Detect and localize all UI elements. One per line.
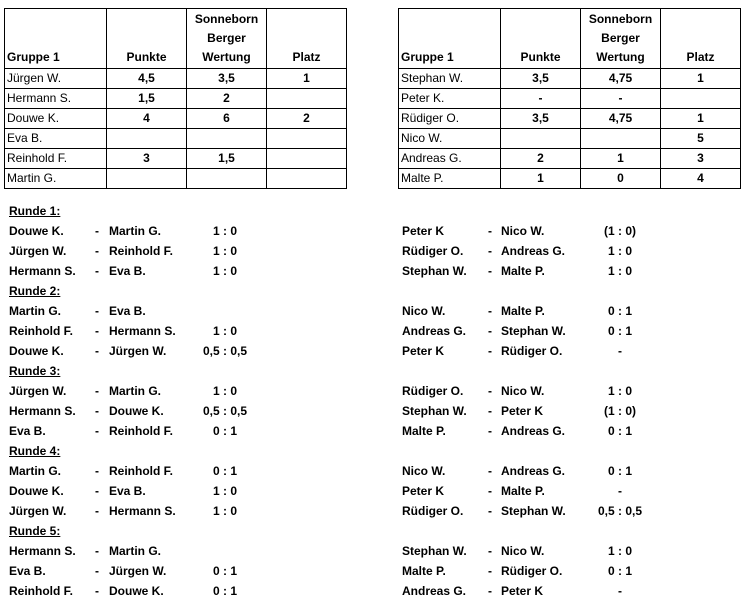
game-result: 0 : 1 <box>607 324 632 338</box>
player-name-cell: Stephan W. <box>399 69 501 89</box>
black-player: Hermann S. <box>109 504 176 518</box>
sb-score-cell: 3,5 <box>187 69 267 89</box>
vs-separator: - <box>488 224 492 238</box>
vs-separator: - <box>488 304 492 318</box>
round-title-row <box>9 441 60 461</box>
points-cell <box>107 129 187 149</box>
black-player: Andreas G. <box>501 464 566 478</box>
sonneborn-berger-header <box>187 9 267 69</box>
sb-header-line: Berger <box>207 31 246 45</box>
black-player: Malte P. <box>501 304 545 318</box>
sb-score-cell: 0 <box>581 169 661 189</box>
round-title-row <box>9 201 60 221</box>
vs-separator: - <box>488 504 492 518</box>
game-result: 1 : 0 <box>212 244 237 258</box>
game-result: 0 : 1 <box>212 424 237 438</box>
game-result: 0,5 : 0,5 <box>202 344 248 358</box>
game-row <box>9 301 146 321</box>
sb-score-cell: - <box>581 89 661 109</box>
game-result: (1 : 0) <box>603 224 636 238</box>
white-player: Reinhold F. <box>9 584 73 598</box>
points-cell: 2 <box>501 149 581 169</box>
vs-separator: - <box>488 404 492 418</box>
table-row <box>399 149 741 169</box>
sonneborn-berger-header <box>581 9 661 69</box>
vs-separator: - <box>95 264 99 278</box>
player-name-cell: Martin G. <box>5 169 107 189</box>
place-cell: 3 <box>661 149 741 169</box>
round-title-row <box>9 281 60 301</box>
sb-header-line: Berger <box>601 31 640 45</box>
vs-separator: - <box>95 244 99 258</box>
table-row <box>399 169 741 189</box>
player-name-cell: Reinhold F. <box>5 149 107 169</box>
vs-separator: - <box>488 384 492 398</box>
black-player: Peter K <box>501 584 544 598</box>
white-player: Stephan W. <box>402 404 467 418</box>
black-player: Rüdiger O. <box>501 344 563 358</box>
sb-score-cell: 4,75 <box>581 69 661 89</box>
sb-score-cell: 1,5 <box>187 149 267 169</box>
white-player: Reinhold F. <box>9 324 73 338</box>
sb-score-cell: 6 <box>187 109 267 129</box>
vs-separator: - <box>95 384 99 398</box>
black-player: Malte P. <box>501 264 545 278</box>
white-player: Rüdiger O. <box>402 384 464 398</box>
vs-separator: - <box>95 344 99 358</box>
white-player: Andreas G. <box>402 584 467 598</box>
sb-header-line: Sonneborn <box>194 12 259 26</box>
game-result: - <box>618 344 622 358</box>
black-player: Stephan W. <box>501 504 566 518</box>
points-header: Punkte <box>501 9 581 69</box>
sb-score-cell: 1 <box>581 149 661 169</box>
place-cell: 1 <box>661 69 741 89</box>
white-player: Malte P. <box>402 564 446 578</box>
place-header: Platz <box>661 9 741 69</box>
black-player: Martin G. <box>109 544 162 558</box>
black-player: Andreas G. <box>501 244 566 258</box>
place-cell: 4 <box>661 169 741 189</box>
table-row <box>5 109 347 129</box>
sb-header-line: Sonneborn <box>588 12 653 26</box>
game-row <box>9 501 237 521</box>
round-title: Runde 3: <box>9 364 61 378</box>
points-cell: 3,5 <box>501 69 581 89</box>
sb-score-cell <box>581 129 661 149</box>
white-player: Eva B. <box>9 424 46 438</box>
game-result: 0 : 1 <box>607 304 632 318</box>
player-name-cell: Andreas G. <box>399 149 501 169</box>
black-player: Reinhold F. <box>109 464 173 478</box>
white-player: Peter K <box>402 484 445 498</box>
white-player: Hermann S. <box>9 404 76 418</box>
table-row <box>5 169 347 189</box>
game-result: 1 : 0 <box>607 544 632 558</box>
game-result: 1 : 0 <box>212 384 237 398</box>
vs-separator: - <box>95 584 99 598</box>
place-cell <box>267 149 347 169</box>
game-result: - <box>618 584 622 598</box>
white-player: Stephan W. <box>402 544 467 558</box>
table-row <box>5 149 347 169</box>
table-row <box>399 109 741 129</box>
vs-separator: - <box>95 484 99 498</box>
sb-header-line: Wertung <box>596 50 645 64</box>
sb-score-cell: 2 <box>187 89 267 109</box>
player-name-cell: Eva B. <box>5 129 107 149</box>
player-name-cell: Peter K. <box>399 89 501 109</box>
table-row <box>5 89 347 109</box>
black-player: Hermann S. <box>109 324 176 338</box>
round-title-row <box>9 521 60 541</box>
game-result: - <box>618 484 622 498</box>
sb-score-cell <box>187 129 267 149</box>
white-player: Jürgen W. <box>9 504 67 518</box>
game-result: 0,5 : 0,5 <box>597 504 643 518</box>
vs-separator: - <box>488 464 492 478</box>
vs-separator: - <box>488 564 492 578</box>
results-list-left <box>9 201 248 601</box>
black-player: Reinhold F. <box>109 244 173 258</box>
white-player: Eva B. <box>9 564 46 578</box>
game-result: 1 : 0 <box>607 264 632 278</box>
standings-table-left <box>4 8 347 189</box>
white-player: Rüdiger O. <box>402 504 464 518</box>
player-name-cell: Douwe K. <box>5 109 107 129</box>
place-cell: 1 <box>267 69 347 89</box>
black-player: Nico W. <box>501 224 545 238</box>
black-player: Rüdiger O. <box>501 564 563 578</box>
white-player: Jürgen W. <box>9 244 67 258</box>
game-row <box>9 261 237 281</box>
place-header: Platz <box>267 9 347 69</box>
sb-header-line: Wertung <box>202 50 251 64</box>
vs-separator: - <box>95 564 99 578</box>
white-player: Rüdiger O. <box>402 244 464 258</box>
round-title-row <box>9 361 60 381</box>
vs-separator: - <box>488 484 492 498</box>
vs-separator: - <box>488 424 492 438</box>
vs-separator: - <box>95 424 99 438</box>
game-row <box>9 241 237 261</box>
table-row <box>399 129 741 149</box>
game-result: 0 : 1 <box>212 564 237 578</box>
black-player: Andreas G. <box>501 424 566 438</box>
player-name-cell: Malte P. <box>399 169 501 189</box>
table-row <box>399 89 741 109</box>
points-cell: - <box>501 89 581 109</box>
place-cell: 5 <box>661 129 741 149</box>
points-cell <box>501 129 581 149</box>
vs-separator: - <box>95 224 99 238</box>
game-row <box>9 381 237 401</box>
black-player: Douwe K. <box>109 404 164 418</box>
game-result: 1 : 0 <box>607 244 632 258</box>
black-player: Nico W. <box>501 384 545 398</box>
black-player: Eva B. <box>109 304 146 318</box>
game-result: 0 : 1 <box>607 464 632 478</box>
black-player: Eva B. <box>109 484 146 498</box>
game-row <box>9 421 237 441</box>
white-player: Andreas G. <box>402 324 467 338</box>
game-result: 0 : 1 <box>212 584 237 598</box>
white-player: Martin G. <box>9 304 62 318</box>
white-player: Douwe K. <box>9 224 64 238</box>
black-player: Jürgen W. <box>109 344 167 358</box>
vs-separator: - <box>95 404 99 418</box>
game-result: 1 : 0 <box>607 384 632 398</box>
round-title: Runde 5: <box>9 524 61 538</box>
vs-separator: - <box>488 584 492 598</box>
white-player: Nico W. <box>402 464 446 478</box>
vs-separator: - <box>95 464 99 478</box>
points-header: Punkte <box>107 9 187 69</box>
black-player: Peter K <box>501 404 544 418</box>
place-cell: 1 <box>661 109 741 129</box>
game-result: 0,5 : 0,5 <box>202 404 248 418</box>
game-result: 1 : 0 <box>212 504 237 518</box>
round-title: Runde 1: <box>9 204 61 218</box>
vs-separator: - <box>95 504 99 518</box>
game-result: 0 : 1 <box>607 564 632 578</box>
table-row <box>5 129 347 149</box>
place-cell <box>267 89 347 109</box>
header-row <box>5 9 347 69</box>
vs-separator: - <box>488 264 492 278</box>
points-cell: 1 <box>501 169 581 189</box>
game-row <box>9 461 237 481</box>
game-row <box>9 541 162 561</box>
game-row <box>9 401 248 421</box>
game-row <box>9 581 237 601</box>
player-name-cell: Jürgen W. <box>5 69 107 89</box>
place-cell <box>661 89 741 109</box>
points-cell: 1,5 <box>107 89 187 109</box>
white-player: Douwe K. <box>9 484 64 498</box>
black-player: Stephan W. <box>501 324 566 338</box>
black-player: Martin G. <box>109 224 162 238</box>
sb-score-cell <box>187 169 267 189</box>
place-cell <box>267 169 347 189</box>
place-cell <box>267 129 347 149</box>
white-player: Martin G. <box>9 464 62 478</box>
group-header: Gruppe 1 <box>5 9 107 69</box>
place-cell: 2 <box>267 109 347 129</box>
white-player: Malte P. <box>402 424 446 438</box>
vs-separator: - <box>488 544 492 558</box>
round-title: Runde 4: <box>9 444 61 458</box>
points-cell: 4 <box>107 109 187 129</box>
black-player: Martin G. <box>109 384 162 398</box>
points-cell: 3 <box>107 149 187 169</box>
vs-separator: - <box>95 544 99 558</box>
player-name-cell: Rüdiger O. <box>399 109 501 129</box>
vs-separator: - <box>95 304 99 318</box>
player-name-cell: Nico W. <box>399 129 501 149</box>
table-row <box>5 69 347 89</box>
game-row <box>9 321 237 341</box>
black-player: Malte P. <box>501 484 545 498</box>
game-row <box>9 221 237 241</box>
white-player: Jürgen W. <box>9 384 67 398</box>
game-result: 1 : 0 <box>212 324 237 338</box>
vs-separator: - <box>488 324 492 338</box>
table-row <box>399 69 741 89</box>
game-row <box>9 561 237 581</box>
game-result: 0 : 1 <box>212 464 237 478</box>
game-result: 1 : 0 <box>212 484 237 498</box>
game-result: 1 : 0 <box>212 264 237 278</box>
sb-score-cell: 4,75 <box>581 109 661 129</box>
white-player: Hermann S. <box>9 264 76 278</box>
vs-separator: - <box>488 244 492 258</box>
black-player: Douwe K. <box>109 584 164 598</box>
white-player: Stephan W. <box>402 264 467 278</box>
white-player: Nico W. <box>402 304 446 318</box>
header-row <box>399 9 741 69</box>
player-name-cell: Hermann S. <box>5 89 107 109</box>
white-player: Peter K <box>402 224 445 238</box>
points-cell: 3,5 <box>501 109 581 129</box>
game-result: 1 : 0 <box>212 224 237 238</box>
white-player: Hermann S. <box>9 544 76 558</box>
black-player: Reinhold F. <box>109 424 173 438</box>
game-result: (1 : 0) <box>603 404 636 418</box>
black-player: Eva B. <box>109 264 146 278</box>
white-player: Peter K <box>402 344 445 358</box>
vs-separator: - <box>488 344 492 358</box>
points-cell: 4,5 <box>107 69 187 89</box>
points-cell <box>107 169 187 189</box>
black-player: Jürgen W. <box>109 564 167 578</box>
game-row <box>9 481 237 501</box>
group-header: Gruppe 1 <box>399 9 501 69</box>
white-player: Douwe K. <box>9 344 64 358</box>
game-row <box>9 341 248 361</box>
standings-table-right <box>398 8 741 189</box>
game-result: 0 : 1 <box>607 424 632 438</box>
round-title: Runde 2: <box>9 284 61 298</box>
black-player: Nico W. <box>501 544 545 558</box>
vs-separator: - <box>95 324 99 338</box>
